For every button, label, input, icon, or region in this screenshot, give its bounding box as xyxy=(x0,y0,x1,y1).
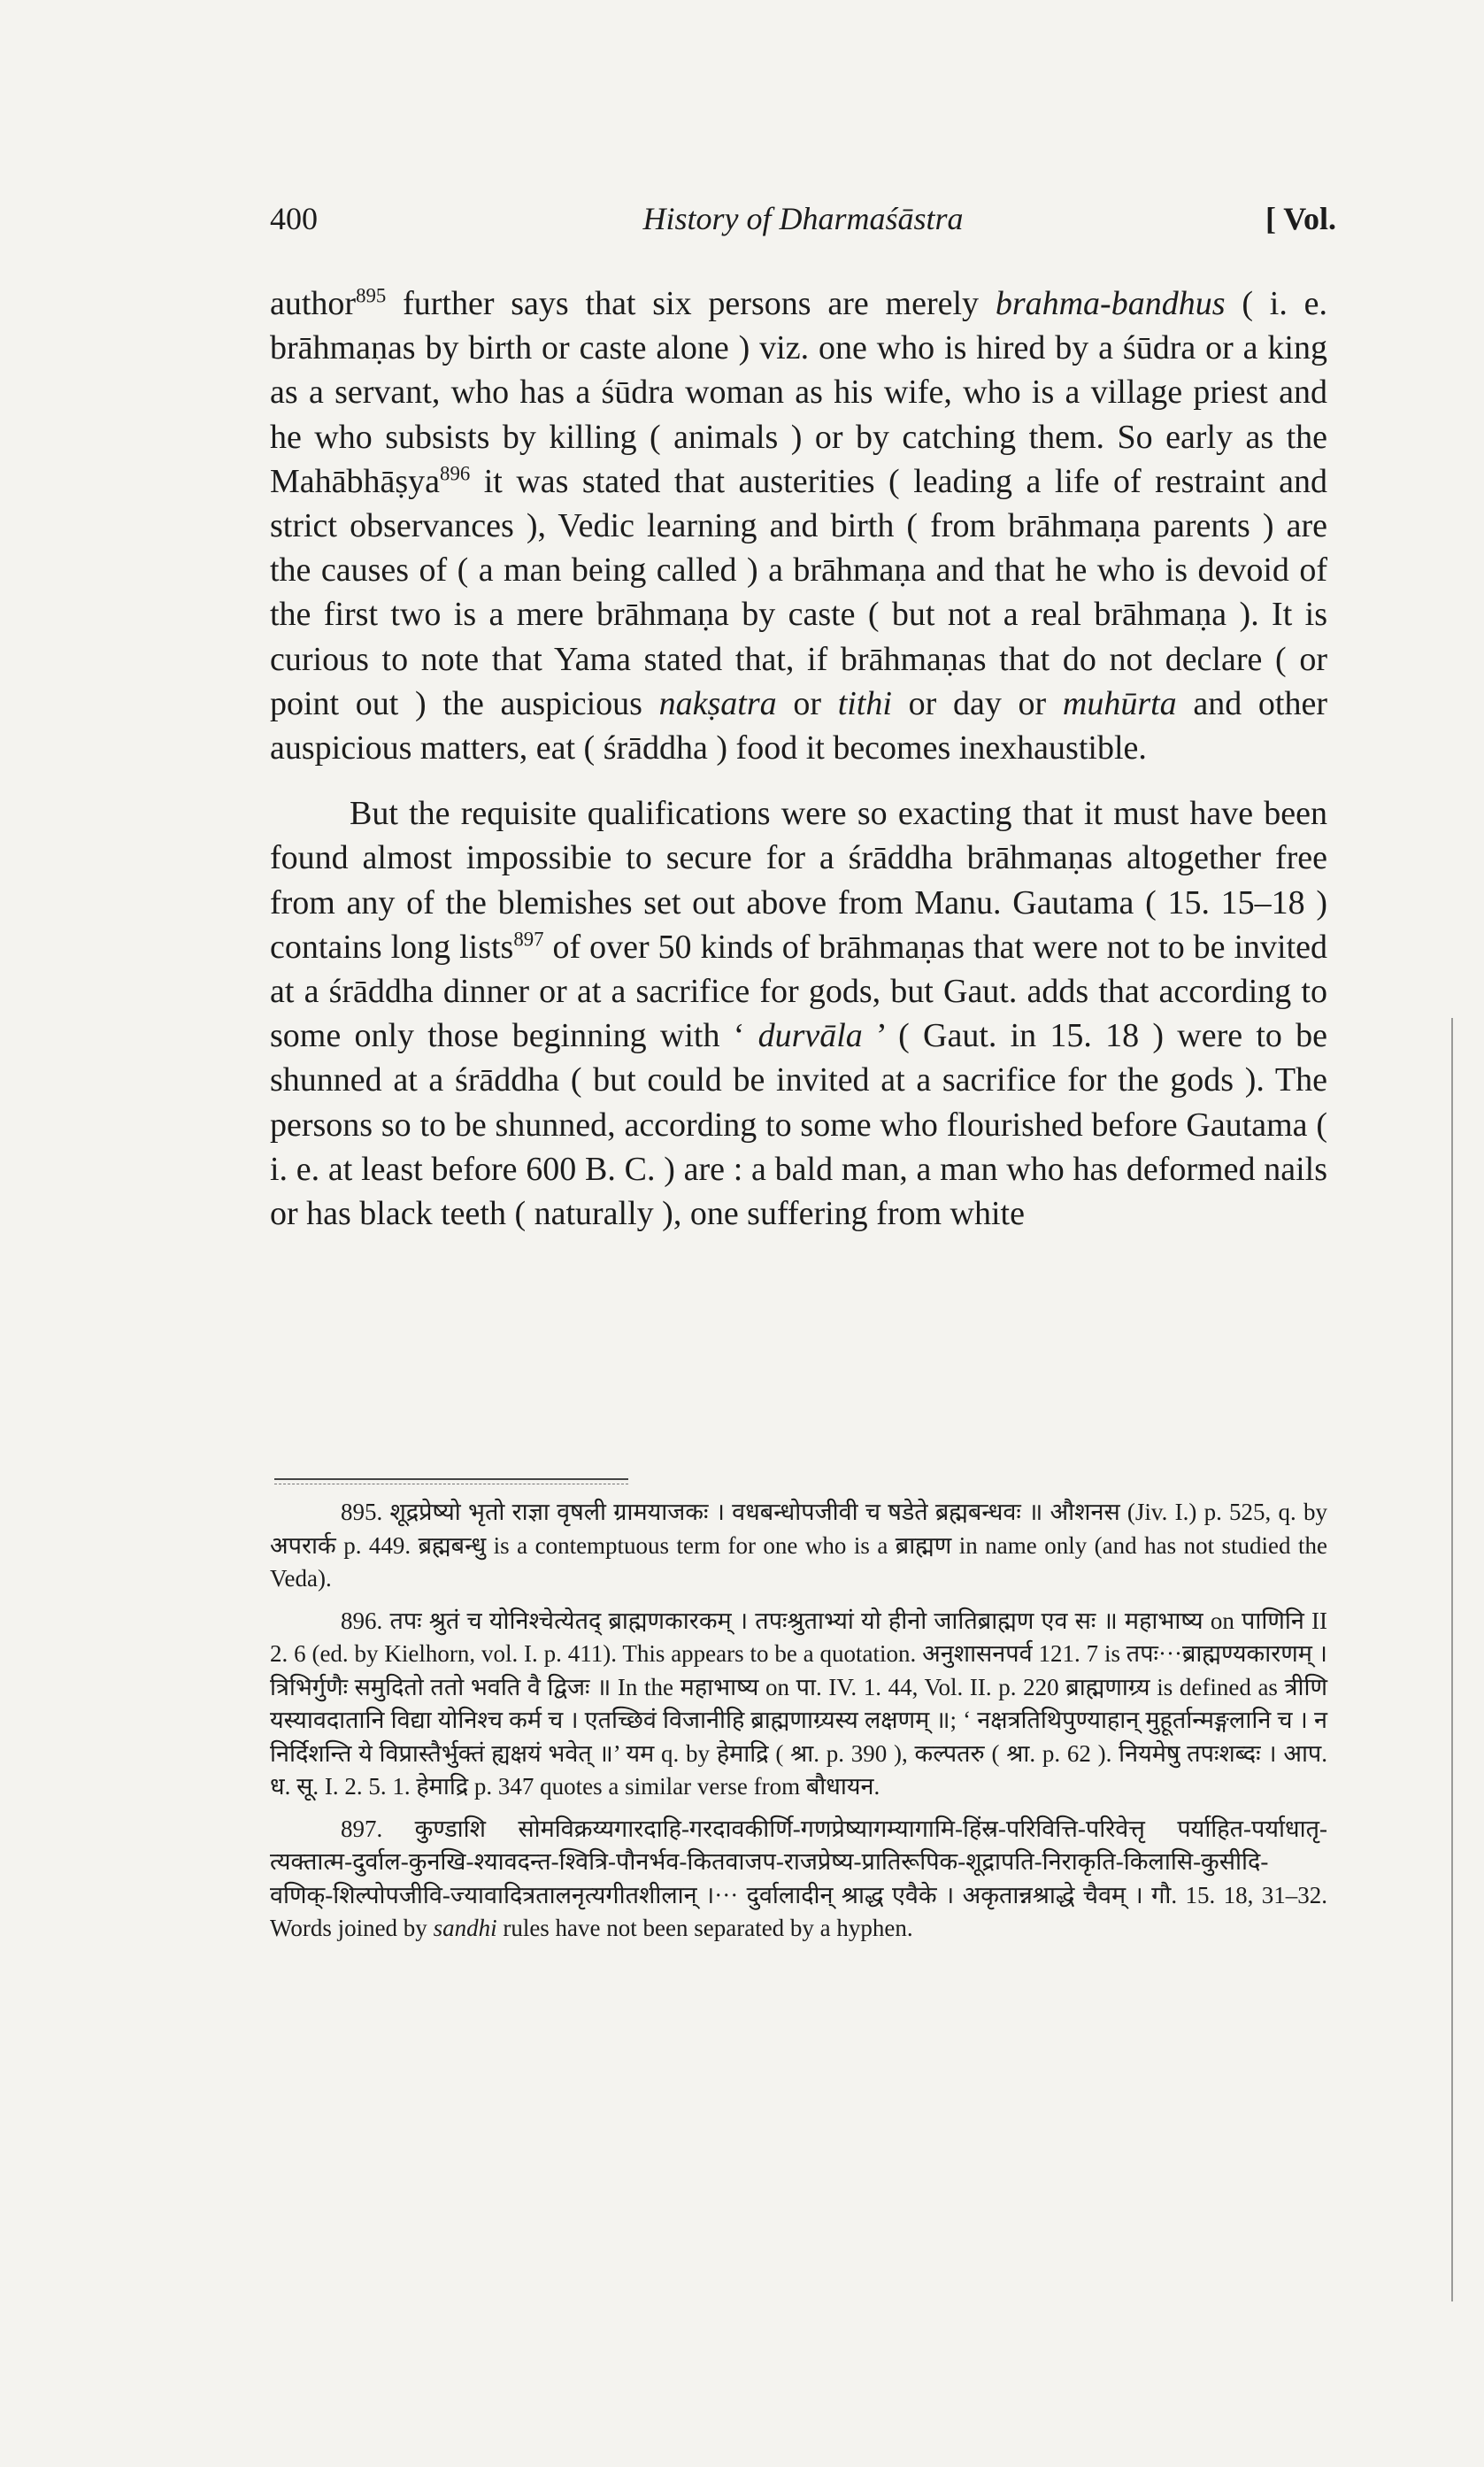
term-naksatra: nakṣatra xyxy=(658,684,777,722)
footnote-895 xyxy=(270,1496,1327,1596)
footnote-text: कुण्डाशि सोमविक्रय्यगारदाहि-गरदावकीर्णि-गणप्रेष्यागम्यागामि-हिंस्र-परिवित्ति-परिवेत्तृ पर्याहित-पर्याधातृ-त्यक्तात्म-दुर्वाल-कुनखि-श्यावदन्त-श्वित्रि-पौनर्भव-कितवाजप-राजप्रेष्य-प्रातिरूपिक-शूद्रापति-निराकृति-किलासि-कुसीदि-वणिक्-शिल्पोपजीवि-ज्यावादित्रतालनृत्यगीतशीलान् ।··· दुर्वालादीन् श्राद्ध एवैके । अकृतान्नश्राद्धे चैवम् । गौ. 15. 18, 31–32. Words joined by xyxy=(270,1815,1327,1941)
footnote-896 xyxy=(270,1605,1327,1804)
term-sandhi: sandhi xyxy=(433,1915,497,1941)
volume-label: [ Vol. xyxy=(1265,201,1336,236)
footnote-text: शूद्रप्रेष्यो भृतो राज्ञा वृषली ग्रामयाजकः । वधबन्धोपजीवी च षडेते ब्रह्मबन्धवः ॥ औशनस (Jiv. I.) p. 525, q. by अपरार्क p. 449. ब्रह्मबन्धु is a contemptuous term for one who is a ब्राह्मण in name only (and has not studied the Veda). xyxy=(270,1499,1327,1592)
footnote-ref-897: 897 xyxy=(513,928,544,951)
page-number: 400 xyxy=(270,201,318,236)
term-tithi: tithi xyxy=(837,684,892,722)
main-text xyxy=(270,281,1327,1236)
scan-margin-line xyxy=(1451,1018,1453,2301)
footnote-number: 895. xyxy=(341,1499,383,1525)
running-title: History of Dharmaśāstra xyxy=(642,201,964,236)
term-durvala: durvāla xyxy=(757,1017,863,1055)
footnotes xyxy=(270,1496,1327,1954)
footnote-897: 897. कुण्डाशि सोमविक्रय्यगारदाहि-गरदावकीर्णि-गणप्रेष्यागम्यागामि-हिंस्र-परिवित्ति-परिवेत्तृ पर्याहित-पर्याधातृ-त्यक्तात्म-दुर्वाल-कुनखि-श्यावदन्त-श्वित्रि-पौनर्भव-कितवाजप-राजप्रेष्य-प्रातिरूपिक-शूद्रापति-निराकृति-किलासि-कुसीदि-वणिक्-शिल्पोपजीवि-ज्यावादित्रतालनृत्यगीतशीलान् ।··· दुर्वालादीन् श्राद्ध एवैके । अकृतान्नश्राद्धे चैवम् । गौ. 15. 18, 31–32. Words joined by sandhi rules have not been separated by a hyphen. xyxy=(270,1815,1327,1941)
footnote-number: 896. xyxy=(341,1607,383,1634)
footnote-separator xyxy=(274,1478,628,1480)
paragraph-2: But the requisite qualifications were so exacting that it must have been found almost impossibie to secure for a śrāddha brāhmaṇas altogether free from any of the blemishes set out above from Manu. Gautama ( 15. 15–18 ) contains long lists$^{897}$ of over 50 kinds of brāhmaṇas that were not to be invited at a śrāddha dinner or at a sacrifice for gods, but Gaut. adds that according to some only those beginning with ‘ durvāla ’ ( Gaut. in 15. 18 ) were to be shunned at a śrāddha ( but could be invited at a sacrifice for the gods ). The persons so to be shunned, according to some who flourished before Gautama ( i. e. at least before 600 B. C. ) are : a bald man, a man who has deformed nails or has black teeth ( naturally ), one suffering from white xyxy=(270,795,1327,1233)
term-muhurta: muhūrta xyxy=(1062,684,1177,722)
running-head xyxy=(270,200,1336,244)
paragraph-1: author$^{895}$ further says that six persons are merely brahma-bandhus ( i. e. brāhmaṇas by birth or caste alone ) viz. one who is hired by a śūdra or a king as a servant, who has a śūdra woman as his wife, who is a village priest and he who subsists by killing ( animals ) or by catching them. So early as the Mahābhāṣya$^{896}$ it was stated that austerities ( leading a life of restraint and strict observances ), Vedic learning and birth ( from brāhmaṇa parents ) are the causes of ( a man being called ) a brāhmaṇa and that he who is devoid of the first two is a mere brāhmaṇa by caste ( but not a real brāhmaṇa ). It is curious to note that Yama stated that, if brāhmaṇas that do not declare ( or point out ) the auspicious nakṣatra or tithi or day or muhūrta and other auspicious matters, eat ( śrāddha ) food it becomes inexhaustible. xyxy=(270,284,1327,767)
footnote-ref-896: 896 xyxy=(440,462,471,485)
footnote-text: तपः श्रुतं च योनिश्चेत्येतद् ब्राह्मणकारकम् । तपःश्रुताभ्यां यो हीनो जातिब्राह्मण एव सः ॥ महाभाष्य on पाणिनि II 2. 6 (ed. by Kielhorn, vol. I. p. 411). This appears to be a quotation. अनुशासनपर्व 121. 7 is तपः···ब्राह्मण्यकारणम् । त्रिभिर्गुणैः समुदितो ततो भवति वै द्विजः ॥ In the महाभाष्य on पा. IV. 1. 44, Vol. II. p. 220 ब्राह्मणाग्र्य is defined as त्रीणि यस्यावदातानि विद्या योनिश्च कर्म च । एतच्छिवं विजानीहि ब्राह्मणाग्र्यस्य लक्षणम् ॥; ‘ नक्षत्रतिथिपुण्याहान् मुहूर्तान्मङ्गलानि च । न निर्दिशन्ति ये विप्रास्तैर्भुक्तं ह्यक्षयं भवेत् ॥’ यम q. by हेमाद्रि ( श्रा. p. 390 ), कल्पतरु ( श्रा. p. 62 ). नियमेषु तपःशब्दः । आप. ध. सू. I. 2. 5. 1. हेमाद्रि p. 347 quotes a similar verse from बौधायन. xyxy=(270,1607,1327,1800)
footnote-ref-895: 895 xyxy=(356,284,387,307)
footnote-number: 897. xyxy=(341,1815,383,1842)
term-brahma-bandhus: brahma-bandhus xyxy=(995,285,1226,322)
